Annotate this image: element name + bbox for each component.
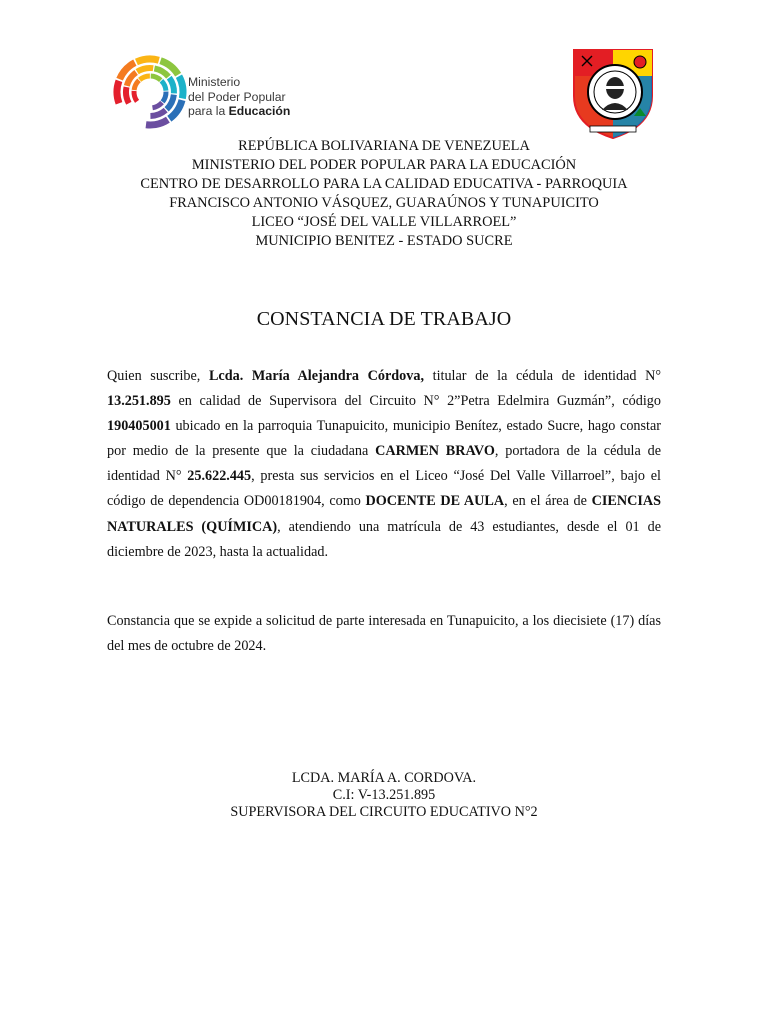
signatory-role: SUPERVISORA DEL CIRCUITO EDUCATIVO N°2: [230, 804, 538, 820]
para-text: en calidad de Supervisora del Circuito N° 2”Petra Edelmira Guzmán”, código: [170, 393, 661, 410]
emblem-arc: [161, 81, 166, 91]
issuer-id-number: 13.251.895: [107, 393, 171, 410]
header-line: REPÚBLICA BOLIVARIANA DE VENEZUELA: [238, 138, 530, 154]
para-text: titular de la cédula de identidad N°: [424, 368, 662, 384]
ministry-logo-text: [188, 75, 290, 119]
emblem-arc: [169, 78, 174, 94]
para-text: , presta sus servicios en el Liceo “José Del Valle Villarroel”, bajo el código de dependencia OD00181904, como: [107, 468, 661, 510]
signatory-id: C.I: V-13.251.895: [332, 787, 436, 803]
header-line: CENTRO DE DESARROLLO PARA LA CALIDAD EDUCATIVA - PARROQUIA: [140, 176, 628, 192]
emblem-arc: [137, 68, 153, 72]
employee-position: DOCENTE DE AULA: [365, 493, 505, 510]
emblem-arc: [146, 120, 168, 125]
header-line: MUNICIPIO BENITEZ - ESTADO SUCRE: [255, 233, 513, 249]
para-text: , portadora de la cédula de identidad N°: [107, 443, 662, 485]
emblem-arc: [151, 76, 161, 80]
employee-id-number: 25.622.445: [187, 468, 252, 485]
employee-name: CARMEN BRAVO: [375, 443, 495, 460]
emblem-arc: [150, 110, 165, 116]
emblem-arc: [136, 59, 158, 62]
emblem-arc: [117, 81, 119, 104]
ministry-line-2: del Poder Popular: [188, 89, 286, 104]
signature-block: [84, 770, 684, 821]
emblem-arc: [153, 103, 163, 108]
header-line: LICEO “JOSÉ DEL VALLE VILLARROEL”: [251, 214, 517, 230]
certification-paragraph: [107, 364, 661, 565]
subject-area: CIENCIAS NATURALES (QUÍMICA): [107, 493, 661, 535]
ministry-line-1: Ministerio: [188, 75, 241, 89]
issuer-name: Lcda. María Alejandra Córdova,: [208, 368, 424, 384]
emblem-arc: [126, 87, 129, 103]
emblem-arc: [134, 80, 139, 90]
ministry-line-3-bold: Educación: [228, 104, 291, 118]
emblem-arc: [179, 76, 183, 98]
emblem-arc: [140, 76, 150, 80]
signatory-name: LCDA. MARÍA A. CORDOVA.: [291, 770, 477, 786]
ministry-line-3: [188, 104, 290, 119]
para-text: Quien suscribe,: [107, 368, 209, 384]
emblem-arc: [163, 92, 166, 102]
institution-header: [84, 137, 684, 251]
header-line: MINISTERIO DEL PODER POPULAR PARA LA EDUCACIÓN: [191, 157, 577, 173]
ministry-logo: [110, 52, 290, 132]
para-text: ubicado en la parroquia Tunapuicito, municipio Benítez, estado Sucre, hago constar por medio de la presente que la ciudadana: [107, 418, 661, 460]
issuance-paragraph: Constancia que se expide a solicitud de parte interesada en Tunapuicito, a los diecisiete (17) días del mes de octubre de 2024.: [107, 613, 661, 655]
ministry-emblem-icon: [110, 52, 190, 132]
para-text: , atendiendo una matrícula de 43 estudiantes, desde el 01 de diciembre de 2023, hasta la actualidad.: [107, 518, 661, 560]
emblem-arc: [134, 91, 137, 101]
ministry-line-3-prefix: para la: [188, 104, 229, 118]
document-title: CONSTANCIA DE TRABAJO: [256, 308, 512, 330]
circuit-code: 190405001: [107, 418, 171, 435]
para-text: , en el área de: [504, 493, 592, 510]
school-crest-icon: [570, 46, 656, 140]
school-crest: [570, 46, 656, 140]
header-line: FRANCISCO ANTONIO VÁSQUEZ, GUARAÚNOS Y TUNAPUICITO: [169, 195, 599, 211]
